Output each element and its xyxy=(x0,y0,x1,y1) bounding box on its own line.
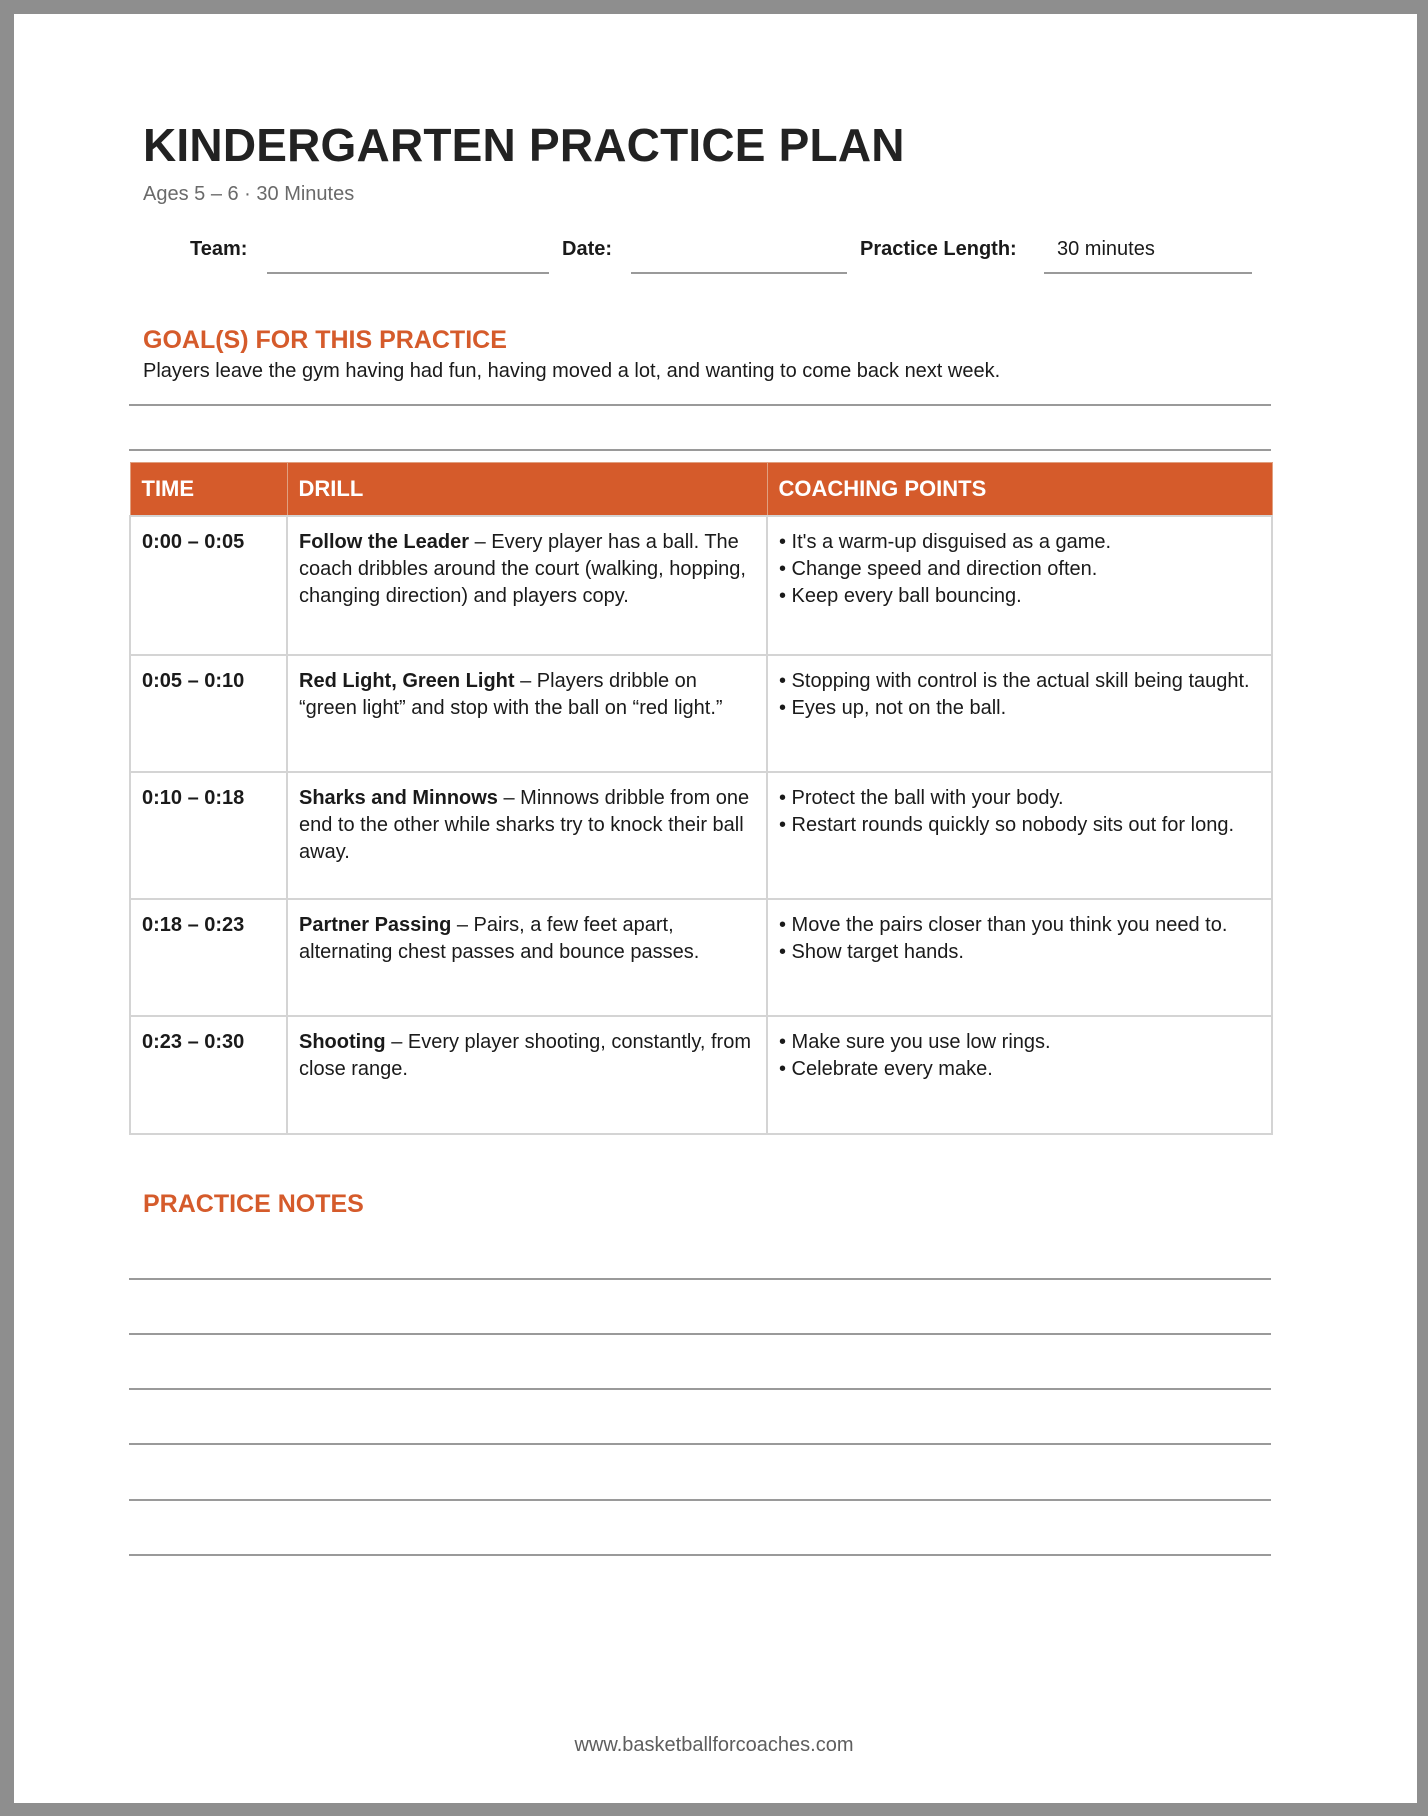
drill-name: Red Light, Green Light xyxy=(299,669,515,692)
coaching-point: • Show target hands. xyxy=(779,940,964,963)
notes-line[interactable] xyxy=(129,1554,1271,1556)
drill-name: Sharks and Minnows xyxy=(299,786,498,809)
coaching-point: • Protect the ball with your body. xyxy=(779,786,1064,809)
coaching-point: • Move the pairs closer than you think you need to. xyxy=(779,913,1228,936)
table-header-row xyxy=(130,463,1272,516)
practice-length-label: Practice Length: xyxy=(860,238,1017,260)
drill-cell xyxy=(287,655,767,772)
coaching-points-cell xyxy=(767,516,1272,655)
drill-name: Follow the Leader xyxy=(299,530,470,553)
drill-description: – Every player shooting, constantly, from close range. xyxy=(299,1030,751,1080)
page-title: KINDERGARTEN PRACTICE PLAN xyxy=(143,119,905,171)
coaching-point: • Keep every ball bouncing. xyxy=(779,584,1022,607)
header-drill: DRILL xyxy=(287,463,767,516)
goal-text: Players leave the gym having had fun, having moved a lot, and wanting to come back next week. xyxy=(143,360,1001,382)
time-cell: 0:23 – 0:30 xyxy=(130,1016,287,1134)
goals-heading: GOAL(S) FOR THIS PRACTICE xyxy=(143,326,507,354)
drill-description: – Every player has a ball. The coach dribbles around the court (walking, hopping, changing direction) and players copy. xyxy=(299,530,746,607)
coaching-point: • Make sure you use low rings. xyxy=(779,1030,1051,1053)
practice-length-field[interactable] xyxy=(1044,272,1252,274)
drill-name: Shooting xyxy=(299,1030,386,1053)
notes-line[interactable] xyxy=(129,1443,1271,1445)
header-coaching-points: COACHING POINTS xyxy=(767,463,1272,516)
table-row xyxy=(130,655,1272,772)
table-row xyxy=(130,516,1272,655)
time-cell: 0:00 – 0:05 xyxy=(130,516,287,655)
drill-description: – Players dribble on “green light” and stop with the ball on “red light.” xyxy=(299,669,723,719)
coaching-points-cell xyxy=(767,772,1272,899)
practice-length-value: 30 minutes xyxy=(1057,238,1155,260)
drill-cell xyxy=(287,1016,767,1134)
goal-line-1 xyxy=(129,404,1271,406)
notes-line[interactable] xyxy=(129,1333,1271,1335)
drill-description: – Minnows dribble from one end to the other while sharks try to knock their ball away. xyxy=(299,786,750,863)
drill-cell xyxy=(287,899,767,1016)
notes-line[interactable] xyxy=(129,1499,1271,1501)
coaching-points-cell xyxy=(767,655,1272,772)
notes-line[interactable] xyxy=(129,1278,1271,1280)
coaching-point: • Restart rounds quickly so nobody sits out for long. xyxy=(779,813,1235,836)
table-row xyxy=(130,1016,1272,1134)
drill-description: – Pairs, a few feet apart, alternating chest passes and bounce passes. xyxy=(299,913,700,963)
header-time: TIME xyxy=(130,463,287,516)
notes-line[interactable] xyxy=(129,1388,1271,1390)
drill-cell xyxy=(287,772,767,899)
practice-plan-table xyxy=(129,462,1273,1135)
coaching-point: • Eyes up, not on the ball. xyxy=(779,696,1007,719)
time-cell: 0:05 – 0:10 xyxy=(130,655,287,772)
drill-cell xyxy=(287,516,767,655)
footer-url: www.basketballforcoaches.com xyxy=(574,1734,854,1756)
coaching-point: • Stopping with control is the actual skill being taught. xyxy=(779,669,1250,692)
drill-name: Partner Passing xyxy=(299,913,452,936)
page-subtitle: Ages 5 – 6 · 30 Minutes xyxy=(143,183,355,205)
table-row xyxy=(130,772,1272,899)
coaching-point: • Celebrate every make. xyxy=(779,1057,993,1080)
date-field[interactable] xyxy=(631,272,847,274)
coaching-points-cell xyxy=(767,899,1272,1016)
coaching-point: • Change speed and direction often. xyxy=(779,557,1098,580)
team-field[interactable] xyxy=(267,272,549,274)
table-row xyxy=(130,899,1272,1016)
team-label: Team: xyxy=(190,238,248,260)
time-cell: 0:18 – 0:23 xyxy=(130,899,287,1016)
coaching-point: • It's a warm-up disguised as a game. xyxy=(779,530,1112,553)
practice-notes-heading: PRACTICE NOTES xyxy=(143,1190,364,1218)
coaching-points-cell xyxy=(767,1016,1272,1134)
time-cell: 0:10 – 0:18 xyxy=(130,772,287,899)
goal-line-2 xyxy=(129,449,1271,451)
date-label: Date: xyxy=(562,238,613,260)
